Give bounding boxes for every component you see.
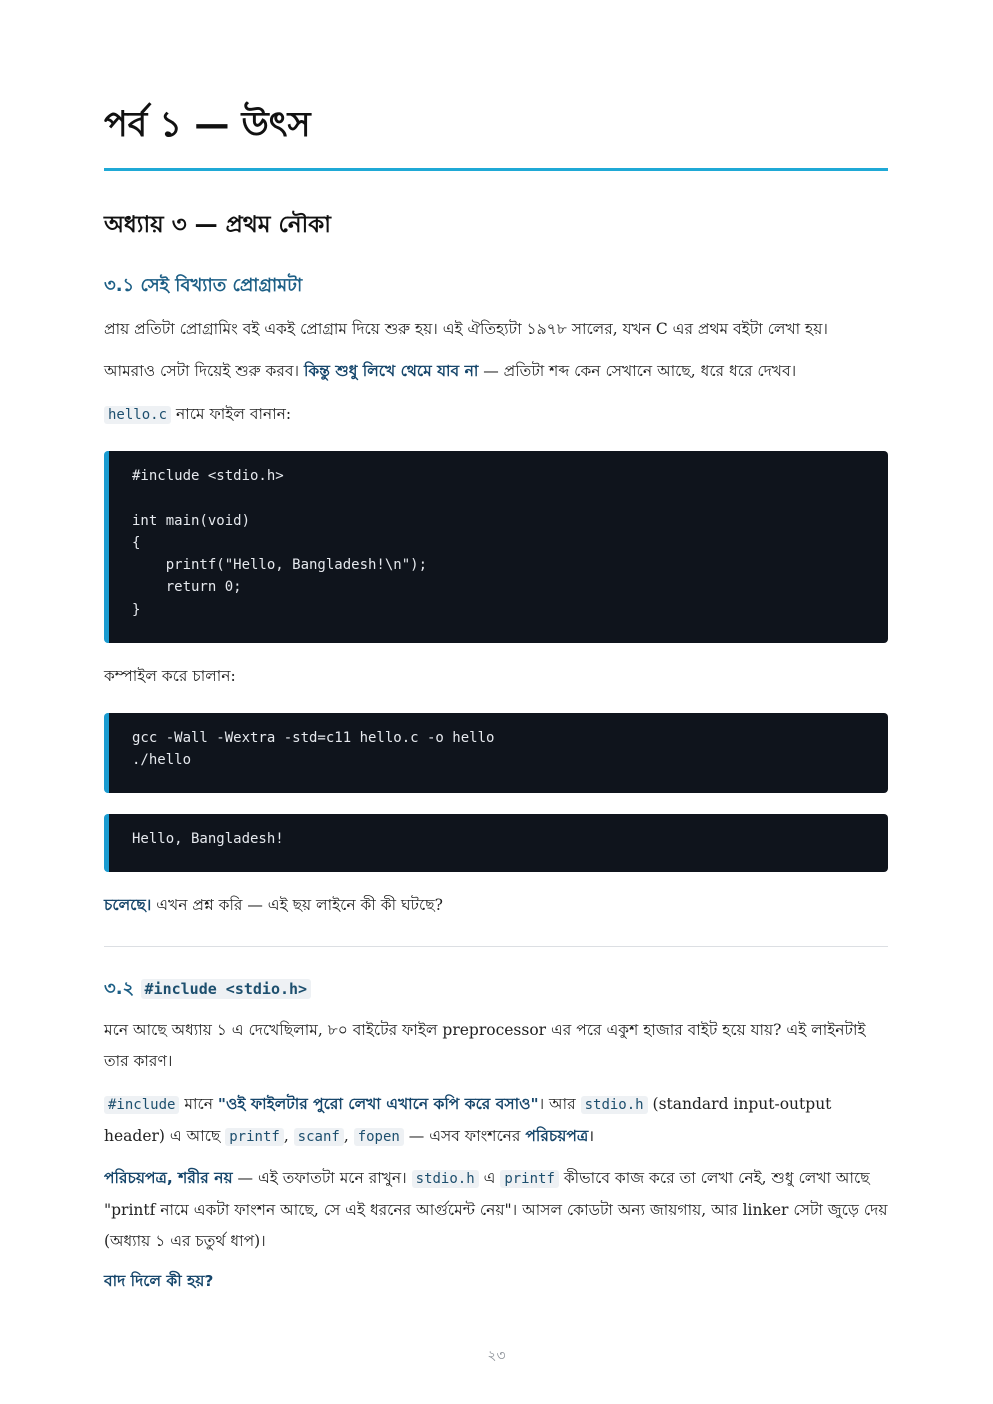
section-3-2-para-4 xyxy=(104,1266,888,1297)
section-3-2-heading xyxy=(104,975,311,1003)
section-3-1-heading: ৩.১ সেই বিখ্যাত প্রোগ্রামটা xyxy=(104,275,303,296)
section-divider xyxy=(104,946,888,947)
text-run: (standard input-output header) এ আছে xyxy=(104,1095,832,1145)
section-3-1-para-4: কম্পাইল করে চালান: xyxy=(104,667,236,685)
code-line: gcc -Wall -Wextra -std=c11 hello.c -o hello xyxy=(132,730,495,746)
title-underline xyxy=(104,168,888,171)
text-run: — এসব ফাংশনের xyxy=(403,1127,526,1145)
section-3-1-para-3 xyxy=(104,399,888,431)
include-code: #include xyxy=(104,1096,179,1114)
printf-code: printf xyxy=(500,1170,559,1188)
section-3-2-para-3 xyxy=(104,1163,888,1257)
code-line: ./hello xyxy=(132,752,192,769)
para-3-text: নামে ফাইল বানান: xyxy=(171,405,292,423)
fopen-code: fopen xyxy=(354,1128,404,1146)
program-output-code-block xyxy=(104,814,888,872)
para-2-bold: কিন্তু শুধু লিখে থেমে যাব না xyxy=(304,362,479,380)
hello-c-code-block xyxy=(104,451,888,643)
text-run: । আর xyxy=(538,1095,581,1113)
para-2-start: আমরাও সেটা দিয়েই শুরু করব। xyxy=(104,362,304,380)
code-line: return 0; xyxy=(132,579,242,596)
section-3-1-para-2 xyxy=(104,356,888,387)
para-5-bold: চলেছে। xyxy=(104,896,152,914)
code-line: { xyxy=(132,534,141,551)
para-2-end: — প্রতিটা শব্দ কেন সেখানে আছে, ধরে ধরে দেখব। xyxy=(478,362,797,380)
section-3-2-para-1: মনে আছে অধ্যায় ১ এ দেখেছিলাম, ৮০ বাইটের ফাইল preprocessor এর পরে একুশ হাজার বাইট হয়ে যায়? এই লাইনটাই তার কারণ। xyxy=(104,1021,866,1070)
stdio-code: stdio.h xyxy=(412,1170,479,1188)
text-run: , xyxy=(343,1127,354,1145)
section-3-2-number: ৩.২ xyxy=(104,978,141,999)
section-3-1-para-1: প্রায় প্রতিটা প্রোগ্রামিং বই একই প্রোগ্রাম দিয়ে শুরু হয়। এই ঐতিহ্যটা ১৯৭৮ সালের, যখন C এর প্রথম বইটা লেখা হয়। xyxy=(104,320,828,338)
text-run: — এই তফাতটা মনে রাখুন। xyxy=(232,1169,412,1187)
chapter-title: অধ্যায় ৩ — প্রথম নৌকা xyxy=(104,212,331,238)
bold-phrase: পরিচয়পত্র, শরীর নয় xyxy=(104,1169,233,1187)
part-title: পর্ব ১ — উৎস xyxy=(104,105,311,145)
printf-code: printf xyxy=(225,1128,284,1146)
text-run: এ xyxy=(478,1169,501,1187)
section-3-2-para-2 xyxy=(104,1089,888,1153)
code-line: #include <stdio.h> xyxy=(132,468,284,484)
code-line xyxy=(132,487,888,509)
bold-phrase: "ওই ফাইলটার পুরো লেখা এখানে কপি করে বসাও" xyxy=(217,1095,539,1113)
code-line: int main(void) xyxy=(132,512,251,529)
filename-code: hello.c xyxy=(104,406,171,424)
page-number: ২৩ xyxy=(487,1348,506,1364)
bold-question: বাদ দিলে কী হয়? xyxy=(104,1272,214,1290)
text-run: , xyxy=(283,1127,294,1145)
text-run: । xyxy=(588,1127,595,1145)
section-3-2-code: #include <stdio.h> xyxy=(141,979,312,999)
code-line: Hello, Bangladesh! xyxy=(132,831,284,847)
scanf-code: scanf xyxy=(294,1128,344,1146)
code-line: printf("Hello, Bangladesh!\n"); xyxy=(132,557,428,574)
stdio-code: stdio.h xyxy=(581,1096,648,1114)
compile-command-code-block xyxy=(104,713,888,793)
section-3-1-para-5 xyxy=(104,890,888,921)
text-run: মানে xyxy=(179,1095,218,1113)
text-run: কীভাবে কাজ করে তা লেখা নেই, শুধু লেখা আছে "printf নামে একটা ফাংশন আছে, সে এই ধরনের আর্গুমেন্ট নেয়"। আসল কোডটা অন্য জায়গায়, আর linker সেটা জুড়ে দেয় (অধ্যায় ১ এর চতুর্থ ধাপ)। xyxy=(104,1169,888,1250)
code-line: } xyxy=(132,601,141,618)
para-5-text: এখন প্রশ্ন করি — এই ছয় লাইনে কী কী ঘটছে? xyxy=(151,896,443,914)
bold-phrase: পরিচয়পত্র xyxy=(525,1127,589,1145)
